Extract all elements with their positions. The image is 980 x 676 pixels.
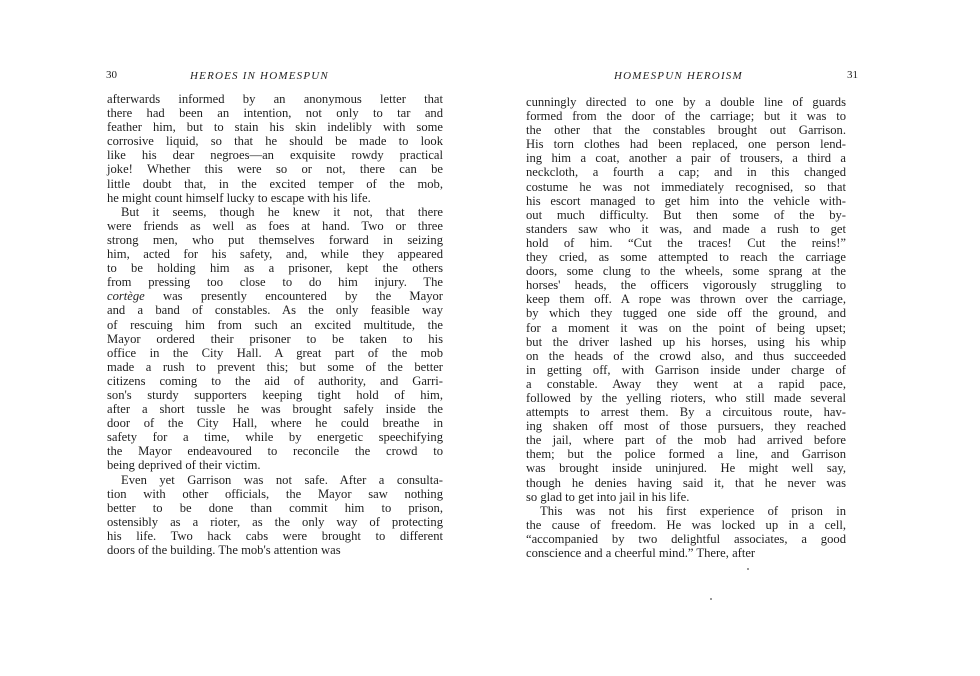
text-line: of rescuing him from such an excited multitude, the [107,317,443,332]
text-line: though he denies having said it, that he never was [526,475,846,490]
running-head: HEROES IN HOMESPUN [190,70,329,82]
text-line: from pressing too close to do him injury. The [107,275,443,290]
text-line: there had been an intention, not only to tar and [107,106,443,121]
body-text [526,95,846,560]
text-line: corrosive liquid, so that he should be made to look [107,134,443,149]
text-line: office in the City Hall. A great part of the mob [107,345,443,360]
text-line: formed from the door of the carriage; but it was to [526,109,846,124]
text-line: ing shaken off most of those pursuers, they reached [526,419,846,434]
text-line: doors of the building. The mob's attention was [107,543,341,557]
text-line: being deprived of their victim. [107,458,261,473]
page-number: 31 [847,69,858,81]
text-line: neckcloth, a fourth a cap; and in this changed [526,165,846,180]
text-line: he might count himself lucky to escape with his life. [107,190,371,205]
text-line: so glad to get into jail in his life. [526,489,690,504]
text-line: they cried, as some attempted to reach the carriage [526,250,846,265]
text-line: on the heads of the crowd also, and thus succeeded [526,348,846,363]
text-line: joke! Whether this were so or not, there can be [107,162,443,177]
body-text [107,92,443,557]
text-line: ostensibly as a rioter, as the only way of protecting [107,514,443,529]
right-page [490,0,980,676]
text-line: horses' heads, the officers vigorously struggling to [526,278,846,293]
text-line: the Mayor endeavoured to reconcile the crowd to [107,444,443,459]
text-line: but the driver lashed up his horses, using his whip [526,334,846,349]
text-line: cortège was presently encountered by the Mayor [107,289,443,304]
text-line: This was not his first experience of prison in [540,503,846,518]
text-line: afterwards informed by an anonymous letter that [107,92,443,106]
text-line: out much difficulty. But then some of the by- [526,207,846,222]
text-line: hold of him. “Cut the traces! Cut the reins!” [526,235,846,250]
text-line: “accompanied by two delightful associates, a good [526,531,846,546]
text-line: were friends as well as foes at hand. Two or three [107,218,443,233]
text-line: citizens coming to the aid of authority, and Garri- [107,373,443,388]
text-line: a constable. Away they went at a rapid pace, [526,376,846,391]
text-line: But it seems, though he knew it not, that there [121,204,443,219]
text-line: ing him a coat, another a pair of trousers, a third a [526,151,846,166]
text-line: after a short tussle he was brought safely inside the [107,402,443,417]
print-speck [710,598,712,600]
text-line: the jail, where part of the mob had arrived before [526,433,846,448]
text-line: followed by the yelling rioters, who still made several [526,390,846,405]
text-line: them; but the police formed a line, and Garrison [526,447,846,462]
page-number: 30 [106,69,117,81]
text-line: cunningly directed to one by a double line of guards [526,95,846,109]
text-line: doors, some clung to the wheels, some sprang at the [526,264,846,279]
text-line: Mayor ordered their prisoner to be taken to his [107,331,443,346]
print-speck [747,568,749,570]
text-line: the other that the constables brought out Garrison. [526,123,846,138]
text-line: standers saw who it was, and made a rush to get [526,221,846,236]
text-line: in getting off, with Garrison inside under charge of [526,362,846,377]
running-head: HOMESPUN HEROISM [614,70,743,82]
text-line: keep them off. A rope was thrown over the carriage, [526,292,846,307]
text-line: the cause of freedom. He was locked up in a cell, [526,517,846,532]
text-line: him, acted for his safety, and, while they appeared [107,247,443,262]
text-line: son's sturdy supporters keeping tight hold of him, [107,387,443,402]
text-line: made a rush to prevent this; but some of the better [107,359,443,374]
text-line: conscience and a cheerful mind.” There, after [526,546,756,560]
text-line: door of the City Hall, where he could breathe in [107,416,443,431]
text-line: costume he was not immediately recognised, so that [526,179,846,194]
text-line: strong men, who put themselves forward in seizing [107,232,443,247]
text-line: attempts to arrest them. By a circuitous route, hav- [526,405,846,420]
text-line: safety for a time, while by energetic speechifying [107,430,443,445]
text-line: and a band of constables. As the only feasible way [107,303,443,318]
text-line: like his dear negroes—an exquisite rowdy practical [107,148,443,163]
text-line: little doubt that, in the excited temper of the mob, [107,176,443,191]
text-line: by which they tugged one side off the ground, and [526,306,846,321]
text-line: for a moment it was on the point of being upset; [526,320,846,335]
text-line: was brought inside uninjured. He might well say, [526,461,846,476]
text-line: tion with other officials, the Mayor saw nothing [107,486,443,501]
text-line: His torn clothes had been replaced, one person lend- [526,137,846,152]
text-line: his escort managed to get him into the vehicle with- [526,193,846,208]
text-line: feather him, but to stain his skin indelibly with some [107,120,443,135]
text-line: his life. Two hack cabs were brought to different [107,528,443,543]
text-line: better to be done than commit him to prison, [107,500,443,515]
text-line: to be holding him as a prisoner, kept the others [107,261,443,276]
text-line: Even yet Garrison was not safe. After a consulta- [121,472,443,487]
